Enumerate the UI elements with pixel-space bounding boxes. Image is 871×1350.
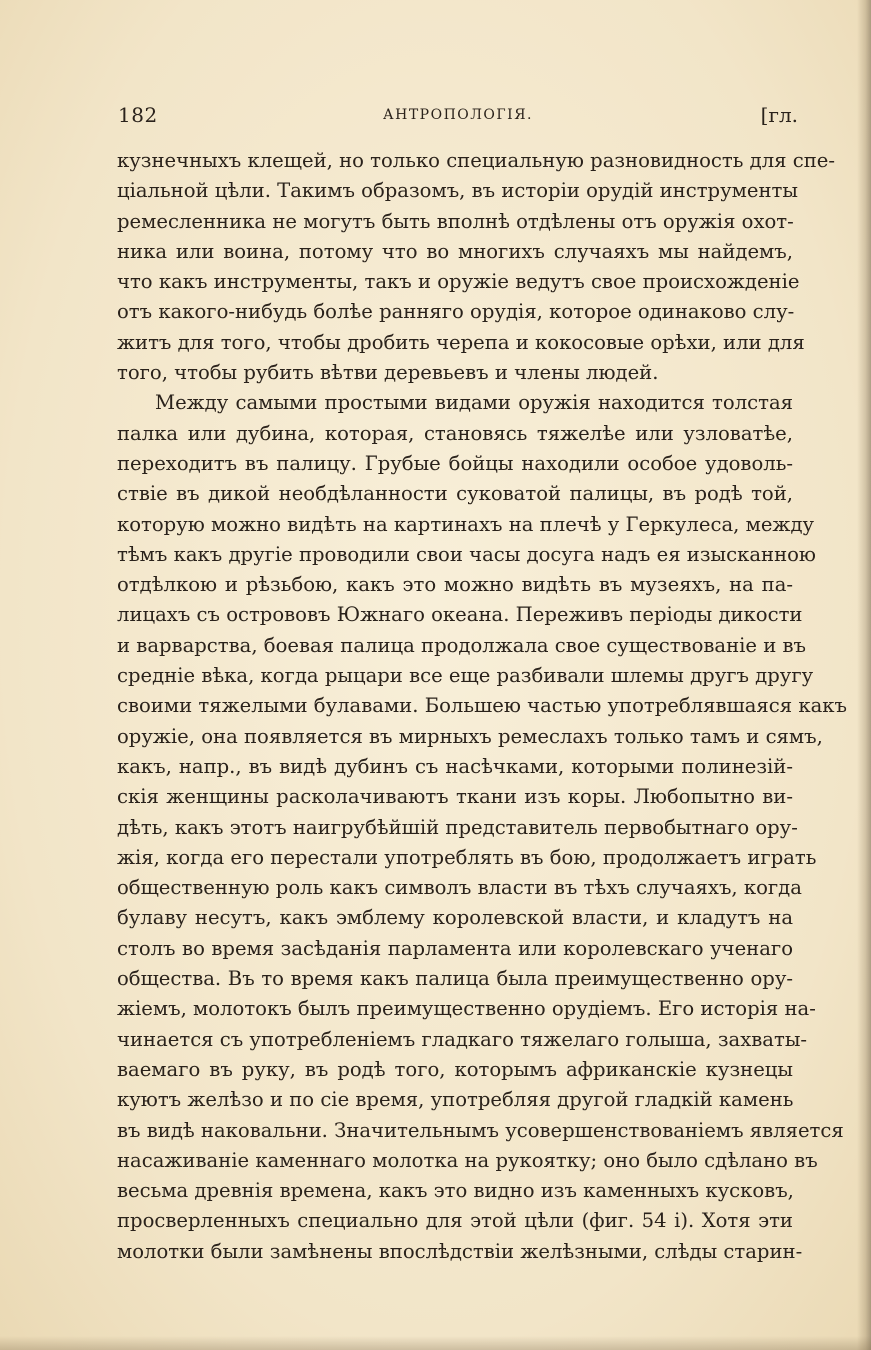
paragraph (117, 146, 835, 388)
body-text (117, 146, 847, 1267)
text-line: насаживаніе каменнаго молотка на рукоятку; оно было сдѣлано въ (117, 1148, 818, 1172)
text-line: житъ для того, чтобы дробить черепа и кокосовые орѣхи, или для (117, 330, 805, 354)
text-line: отъ какого-нибудь болѣе ранняго орудія, которое одинаково слу- (117, 300, 795, 324)
text-line: Между самыми простыми видами оружія находится толстая (155, 391, 793, 415)
paragraph (117, 388, 847, 1267)
text-line: ціальной цѣли. Такимъ образомъ, въ исторіи орудій инструменты (117, 179, 798, 203)
text-line: куютъ желѣзо и по сіе время, употребляя другой гладкій камень (117, 1088, 794, 1112)
text-line: своими тяжелыми булавами. Большею частью употреблявшаяся какъ (117, 694, 847, 718)
text-line: которую можно видѣть на картинахъ на плечѣ у Геркулеса, между (117, 512, 815, 536)
text-line: что какъ инструменты, такъ и оружіе ведутъ свое происхожденіе (117, 270, 800, 294)
text-line: того, чтобы рубить вѣтви деревьевъ и члены людей. (117, 361, 659, 385)
text-line: отдѣлкою и рѣзьбою, какъ это можно видѣть въ музеяхъ, на па- (117, 573, 793, 597)
text-line: общественную роль какъ символъ власти въ тѣхъ случаяхъ, когда (117, 876, 802, 900)
text-line: булаву несутъ, какъ эмблему королевской власти, и кладутъ на (117, 906, 793, 930)
running-title: АНТРОПОЛОГІЯ. (383, 107, 533, 123)
text-line: дѣть, какъ этотъ наигрубѣйшій представитель первобытнаго ору- (117, 815, 798, 839)
text-line: средніе вѣка, когда рыцари все еще разбивали шлемы другъ другу (117, 664, 814, 688)
text-line: жія, когда его перестали употреблять въ бою, продолжаетъ играть (117, 845, 817, 869)
text-line: молотки были замѣнены впослѣдствіи желѣзными, слѣды старин- (117, 1239, 803, 1263)
text-line: жіемъ, молотокъ былъ преимущественно орудіемъ. Его исторія на- (117, 997, 816, 1021)
text-line: просверленныхъ специально для этой цѣли (фиг. 54 і). Хотя эти (117, 1209, 793, 1233)
text-line: какъ, напр., въ видѣ дубинъ съ насѣчками, которыми полинезій- (117, 754, 793, 778)
text-line: ваемаго въ руку, въ родѣ того, которымъ африканскіе кузнецы (117, 1057, 793, 1081)
text-line: тѣмъ какъ другіе проводили свои часы досуга надъ ея изысканною (117, 542, 816, 566)
text-line: палка или дубина, которая, становясь тяжелѣе или узловатѣе, (117, 421, 793, 445)
page-header (118, 103, 798, 133)
text-line: переходитъ въ палицу. Грубые бойцы находили особое удоволь- (117, 451, 793, 475)
text-line: оружіе, она появляется въ мирныхъ ремеслахъ только тамъ и сямъ, (117, 724, 823, 748)
text-line: весьма древнія времена, какъ это видно изъ каменныхъ кусковъ, (117, 1179, 794, 1203)
text-line: ствіе въ дикой необдѣланности суковатой палицы, въ родѣ той, (117, 482, 793, 506)
text-line: ремесленника не могутъ быть вполнѣ отдѣлены отъ оружія охот- (117, 209, 794, 233)
page-number: 182 (118, 103, 158, 127)
text-line: лицахъ съ острововъ Южнаго океана. Переживъ періоды дикости (117, 603, 803, 627)
chapter-marker: [гл. (760, 103, 798, 127)
page-bottom-edge (0, 1336, 871, 1350)
text-line: чинается съ употребленіемъ гладкаго тяжелаго голыша, захваты- (117, 1027, 808, 1051)
text-line: общества. Въ то время какъ палица была преимущественно ору- (117, 967, 793, 991)
page-right-edge (857, 0, 871, 1350)
text-line: ника или воина, потому что во многихъ случаяхъ мы найдемъ, (117, 239, 793, 263)
text-line: въ видѣ наковальни. Значительнымъ усовершенствованіемъ является (117, 1118, 844, 1142)
text-line: и варварства, боевая палица продолжала свое существованіе и въ (117, 633, 807, 657)
text-line: столъ во время засѣданія парламента или королевскаго ученаго (117, 936, 793, 960)
text-line: кузнечныхъ клещей, но только специальную разновидность для спе- (117, 149, 835, 172)
text-line: скія женщины расколачиваютъ ткани изъ коры. Любопытно ви- (117, 785, 793, 809)
